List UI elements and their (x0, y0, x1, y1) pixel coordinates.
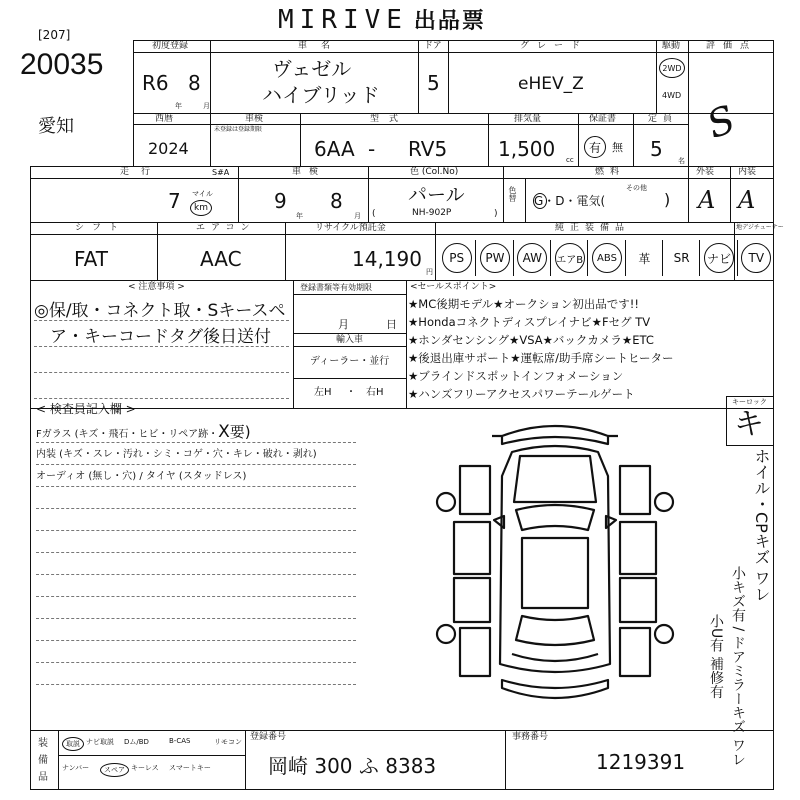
front-left-wheel (437, 493, 455, 511)
equipment-item (550, 240, 588, 276)
footer-equipment-item: リモコン (214, 738, 242, 746)
seats-label: 定員 (648, 114, 679, 124)
drive-2wd-text: 2WD (662, 63, 682, 73)
equipment-item (513, 240, 551, 276)
inspector-label: < 検査員記入欄 > (36, 402, 136, 416)
sales-point-line: ★Hondaコネクトディスプレイナビ★Fセグ TV (408, 315, 651, 329)
steering-left: 左H (314, 387, 332, 398)
inspector-line1 (36, 422, 251, 442)
office-number: 1219391 (596, 750, 686, 774)
sales-label: <セールスポイント> (410, 282, 497, 292)
footer-equipment-item: スペア (100, 763, 129, 777)
sales-point-line: ★ハンズフリーアクセスパワーテールゲート (408, 387, 635, 401)
shaken-year: 9 (274, 189, 287, 213)
steering-dot: ・ (346, 387, 356, 398)
key-lock-symbol: キ (734, 407, 764, 442)
writing-line (36, 618, 356, 619)
inspector-line1-text: Fガラス (キズ・飛石・ヒビ・リペア跡・ (36, 429, 219, 440)
shift-label: シフト (75, 223, 127, 233)
writing-line (36, 508, 356, 509)
deadline-month: 月 (338, 318, 349, 331)
shaken-month-unit: 月 (354, 212, 361, 220)
import-label: 輸入車 (336, 335, 364, 345)
equipment-item-label: 革 (638, 251, 651, 266)
roof (522, 538, 588, 608)
model-year: 2024 (148, 139, 189, 158)
eval-label: 評価点 (706, 41, 758, 51)
reg-month: 8 (188, 71, 201, 95)
warranty-yes-text: 有 (588, 140, 601, 155)
page-header (278, 4, 486, 34)
key-lock-label: キーロック (732, 398, 767, 406)
model-prefix: 6AA (314, 137, 355, 161)
color-change-label: 色替 (508, 186, 517, 202)
drive-4wd: 4WD (662, 91, 682, 100)
lot-number: 20035 (20, 48, 104, 81)
steering-right: 右H (366, 387, 384, 398)
sales-point-line: ★後退出庫サポート★運転席/助手席シートヒーター (408, 351, 674, 365)
equipment-item (662, 240, 700, 276)
writing-line (36, 552, 356, 553)
inspection-note: 未登録は登録期限 (214, 126, 263, 133)
car-name-line1: ヴェゼル (272, 57, 352, 81)
mileage-unit-km-text: km (194, 203, 208, 213)
cc-value: 1,500 (498, 137, 556, 161)
footer-equipment-item: 取説 (62, 737, 84, 751)
lot-region: 愛知 (38, 116, 74, 137)
ac-label: エアコン (196, 223, 256, 233)
equipment-side-char: 備 (38, 755, 48, 766)
mileage-unit-km (190, 200, 212, 216)
inspector-line1-suffix: 要) (229, 423, 251, 441)
footer-equipment-item: キーレス (131, 764, 159, 772)
equipment-item (587, 240, 625, 276)
equipment-item-label: AW (517, 243, 547, 273)
notes-line2: ア・キーコードタグ後日送付 (50, 327, 271, 347)
fuel-label: 燃料 (595, 167, 626, 177)
equipment-item (475, 240, 513, 276)
dealer-parallel: ディーラー・並行 (310, 356, 390, 367)
sales-point-line: ★ホンダセンシング★VSA★バックカメラ★ETC (408, 333, 654, 347)
equipment-item (737, 240, 775, 276)
office-label: 事務番号 (512, 732, 549, 742)
left-rear-door (454, 578, 490, 622)
reg-label: 初度登録 (152, 41, 189, 51)
seats-unit: 名 (678, 157, 685, 165)
color-code: NH-902P (412, 208, 452, 218)
lot-index: [207] (38, 28, 71, 42)
door-count: 5 (427, 71, 440, 95)
deadline-day: 日 (386, 318, 397, 331)
shaken-month: 8 (330, 189, 343, 213)
header-title: 出品票 (413, 9, 486, 34)
drive-label: 駆動 (662, 41, 681, 51)
rear-right-wheel (655, 625, 673, 643)
equipment-side-char: 装 (38, 738, 48, 749)
mileage-value: 7 (168, 189, 181, 213)
fuel-other-label: その他 (626, 184, 647, 192)
right-rear-fender (620, 628, 650, 676)
footer-equipment-item: Dム/BD (124, 738, 149, 746)
right-front-door (620, 522, 656, 574)
cc-unit: cc (566, 156, 574, 164)
interior-grade: A (738, 186, 756, 214)
left-rear-fender (460, 628, 490, 676)
seats-value: 5 (650, 137, 663, 161)
equipment-item-label: PS (442, 243, 472, 273)
equipment-item (699, 240, 737, 276)
grade-value: eHEV_Z (518, 74, 584, 94)
recycle-label: リサイクル預託金 (315, 223, 386, 233)
ac-value: AAC (200, 247, 242, 271)
sales-point-line: ★ブラインドスポットインフォメーション (408, 369, 624, 383)
side-note-3: 小U有 補修有 (708, 614, 724, 699)
equipment-item-label: TV (741, 243, 771, 273)
warranty-no: 無 (612, 141, 623, 154)
writing-line (36, 662, 356, 663)
footer-equipment-item: ナンバー (62, 764, 90, 772)
tuner-label: 地デジチューナー (736, 224, 784, 231)
side-note-1: ホイル・CPキズ ワレ (752, 448, 771, 602)
front-bumper (502, 426, 608, 444)
left-front-fender (460, 466, 490, 514)
mileage-label: 走行 (120, 167, 163, 177)
equipment-side-char: 品 (38, 772, 48, 783)
footer-equipment-item: スマートキー (169, 764, 211, 772)
shift-value: FAT (74, 247, 109, 271)
equipment-item-label: SR (673, 251, 690, 265)
model-label: 型式 (370, 114, 409, 124)
model-dash: - (368, 137, 376, 161)
color-label: 色 (Col.No) (410, 167, 459, 177)
equipment-item (438, 240, 475, 276)
door-label: ドア (424, 41, 442, 51)
recycle-unit: 円 (426, 268, 433, 276)
car-damage-diagram (430, 418, 680, 710)
writing-line (36, 684, 356, 685)
grade-label: グレード (520, 41, 589, 51)
equipment-item-label: エアB (555, 243, 585, 273)
side-note-2: 小キズ有 / ドアミラーキズ ワレ (730, 566, 746, 767)
inspection-label: 車検 (245, 114, 264, 124)
model-code: RV5 (408, 137, 448, 161)
color-value: パール (408, 184, 465, 206)
notes-label: < 注意事項 > (128, 282, 185, 292)
deadline-label: 登録書類等有効期限 (300, 283, 372, 292)
writing-line (36, 486, 356, 487)
writing-line (36, 530, 356, 531)
car-name-line2: ハイブリッド (262, 83, 380, 107)
plate-number: 岡崎 300 ふ 8383 (268, 754, 437, 778)
footer-equipment-item: B-CAS (169, 737, 191, 745)
equipment-side-label (38, 735, 54, 786)
fuel-paren-close: ) (664, 190, 671, 209)
rear-bumper (502, 680, 608, 698)
left-front-door (454, 522, 490, 574)
sales-point-line: ★MC後期モデル★オークション初出品です!! (408, 297, 639, 311)
warranty-label: 保証書 (589, 114, 617, 124)
eval-score: S (701, 96, 741, 148)
equipment-item-label: ABS (592, 243, 622, 273)
equipment-label: 純正装備品 (555, 223, 631, 233)
warranty-yes (584, 136, 606, 158)
name-label: 車名 (298, 41, 345, 51)
inspector-line2: 内装 (キズ・スレ・汚れ・シミ・コゲ・穴・キレ・破れ・剥れ) (36, 449, 317, 460)
exterior-label: 外装 (696, 167, 715, 177)
year-unit: 年 (175, 102, 182, 110)
rear-left-wheel (437, 625, 455, 643)
footer-equipment-item: ナビ取説 (86, 738, 114, 746)
reg-era: R6 (142, 71, 169, 95)
equipment-list (438, 240, 774, 276)
front-right-wheel (655, 493, 673, 511)
writing-line (36, 640, 356, 641)
windshield (516, 505, 594, 530)
plate-label: 登録番号 (250, 732, 287, 742)
shaken-year-unit: 年 (296, 212, 303, 220)
equipment-item (625, 240, 663, 276)
recycle-value: 14,190 (352, 247, 422, 271)
writing-line (36, 574, 356, 575)
cc-label: 排気量 (514, 114, 542, 124)
western-label: 西暦 (155, 114, 174, 124)
fuel-gas-circle (533, 193, 547, 209)
drive-2wd (659, 58, 685, 78)
exterior-grade: A (698, 186, 716, 214)
hood (514, 456, 596, 502)
brand-logo: MIRIVE (278, 5, 408, 35)
right-front-fender (620, 466, 650, 514)
interior-label: 内装 (738, 167, 757, 177)
footer-equipment (60, 733, 245, 788)
fuel-options: G・D・電気( (534, 194, 606, 208)
color-paren-close: ) (494, 209, 498, 219)
mileage-flag: S#A (212, 168, 230, 177)
month-unit: 月 (203, 102, 210, 110)
writing-line (36, 596, 356, 597)
equipment-item-label: PW (480, 243, 510, 273)
shaken-label: 車検 (292, 167, 327, 177)
glass-mark: X (218, 422, 230, 442)
equipment-item-label: ナビ (704, 243, 734, 273)
mileage-unit-mile: マイル (192, 190, 213, 198)
notes-line1: ◎保/取・コネクト取・Sキースペ (34, 301, 286, 321)
right-rear-door (620, 578, 656, 622)
color-paren: ( (372, 209, 376, 219)
rear-window (516, 616, 594, 645)
inspector-line3: オーディオ (無し・穴) / タイヤ (スタッドレス) (36, 471, 247, 482)
